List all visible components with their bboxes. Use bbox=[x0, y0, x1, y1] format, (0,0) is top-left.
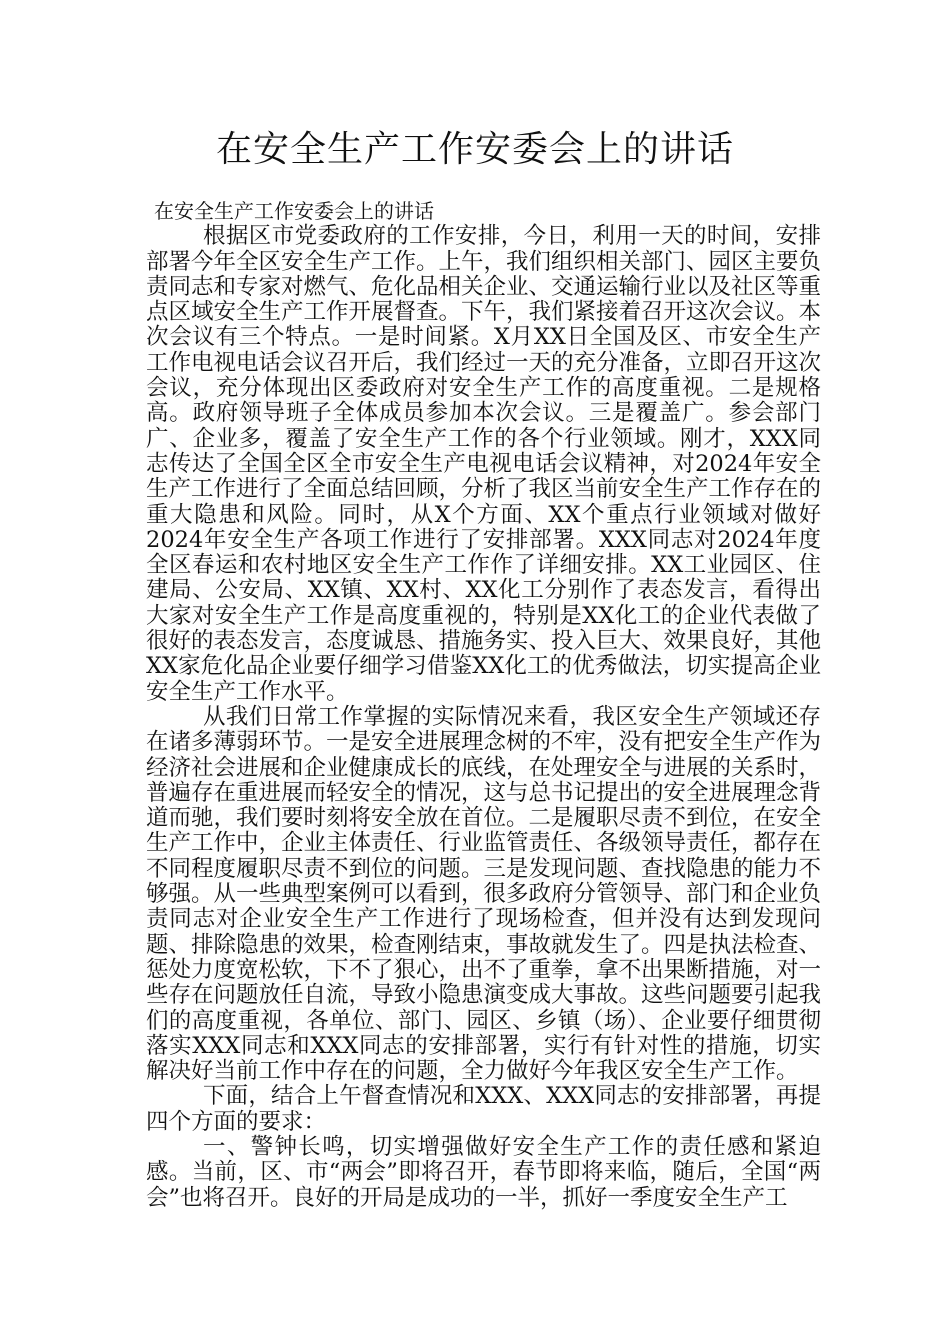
paragraph-4: 一、警钟长鸣，切实增强做好安全生产工作的责任感和紧迫感。当前，区、市“两会”即将召开，春节即将来临，随后，全国“两会”也将召开。良好的开局是成功的一半，抓好一季度安全生产工 bbox=[146, 1133, 821, 1211]
document-subtitle: 在安全生产工作安委会上的讲话 bbox=[154, 199, 434, 223]
document-body bbox=[146, 199, 821, 1211]
document-title: 在安全生产工作安委会上的讲话 bbox=[215, 129, 734, 170]
paragraph-3: 下面，结合上午督查情况和XXX、XXX同志的安排部署，再提四个方面的要求： bbox=[146, 1083, 821, 1135]
paragraph-1: 根据区市党委政府的工作安排，今日，利用一天的时间，安排部署今年全区安全生产工作。上午，我们组织相关部门、园区主要负责同志和专家对燃气、危化品相关企业、交通运输行业以及社区等重点区域安全生产工作开展督查。下午，我们紧接着召开这次会议。本次会议有三个特点。一是时间紧。X月XX日全国及区、市安全生产工作电视电话会议召开后，我们经过一天的充分准备，立即召开这次会议，充分体现出区委政府对安全生产工作的高度重视。二是规格高。政府领导班子全体成员参加本次会议。三是覆盖广。参会部门广、企业多，覆盖了安全生产工作的各个行业领域。刚才，XXX同志传达了全国全区全市安全生产电视电话会议精神，对2024年安全生产工作进行了全面总结回顾，分析了我区当前安全生产工作存在的重大隐患和风险。同时，从X个方面、XX个重点行业领域对做好2024年安全生产各项工作进行了安排部署。XXX同志对2024年度全区春运和农村地区安全生产工作作了详细安排。XX工业园区、住建局、公安局、XX镇、XX村、XX化工分别作了表态发言，看得出大家对安全生产工作是高度重视的，特别是XX化工的企业代表做了很好的表态发言，态度诚恳、措施务实、投入巨大、效果良好，其他XX家危化品企业要仔细学习借鉴XX化工的优秀做法，切实提高企业安全生产工作水平。 bbox=[146, 223, 822, 705]
paragraph-2: 从我们日常工作掌握的实际情况来看，我区安全生产领域还存在诸多薄弱环节。一是安全进展理念树的不牢，没有把安全生产作为经济社会进展和企业健康成长的底线，在处理安全与进展的关系时，普遍存在重进展而轻安全的情况，这与总书记提出的安全进展理念背道而驰，我们要时刻将安全放在首位。二是履职尽责不到位，在安全生产工作中，企业主体责任、行业监管责任、各级领导责任，都存在不同程度履职尽责不到位的问题。三是发现问题、查找隐患的能力不够强。从一些典型案例可以看到，很多政府分管领导、部门和企业负责同志对企业安全生产工作进行了现场检查，但并没有达到发现问题、排除隐患的效果，检查刚结束，事故就发生了。四是执法检查、惩处力度宽松软，下不了狠心，出不了重拳，拿不出果断措施，对一些存在问题放任自流，导致小隐患演变成大事故。这些问题要引起我们的高度重视，各单位、部门、园区、乡镇（场）、企业要仔细贯彻落实XXX同志和XXX同志的安排部署，实行有针对性的措施，切实解决好当前工作中存在的问题，全力做好今年我区安全生产工作。 bbox=[146, 703, 822, 1085]
